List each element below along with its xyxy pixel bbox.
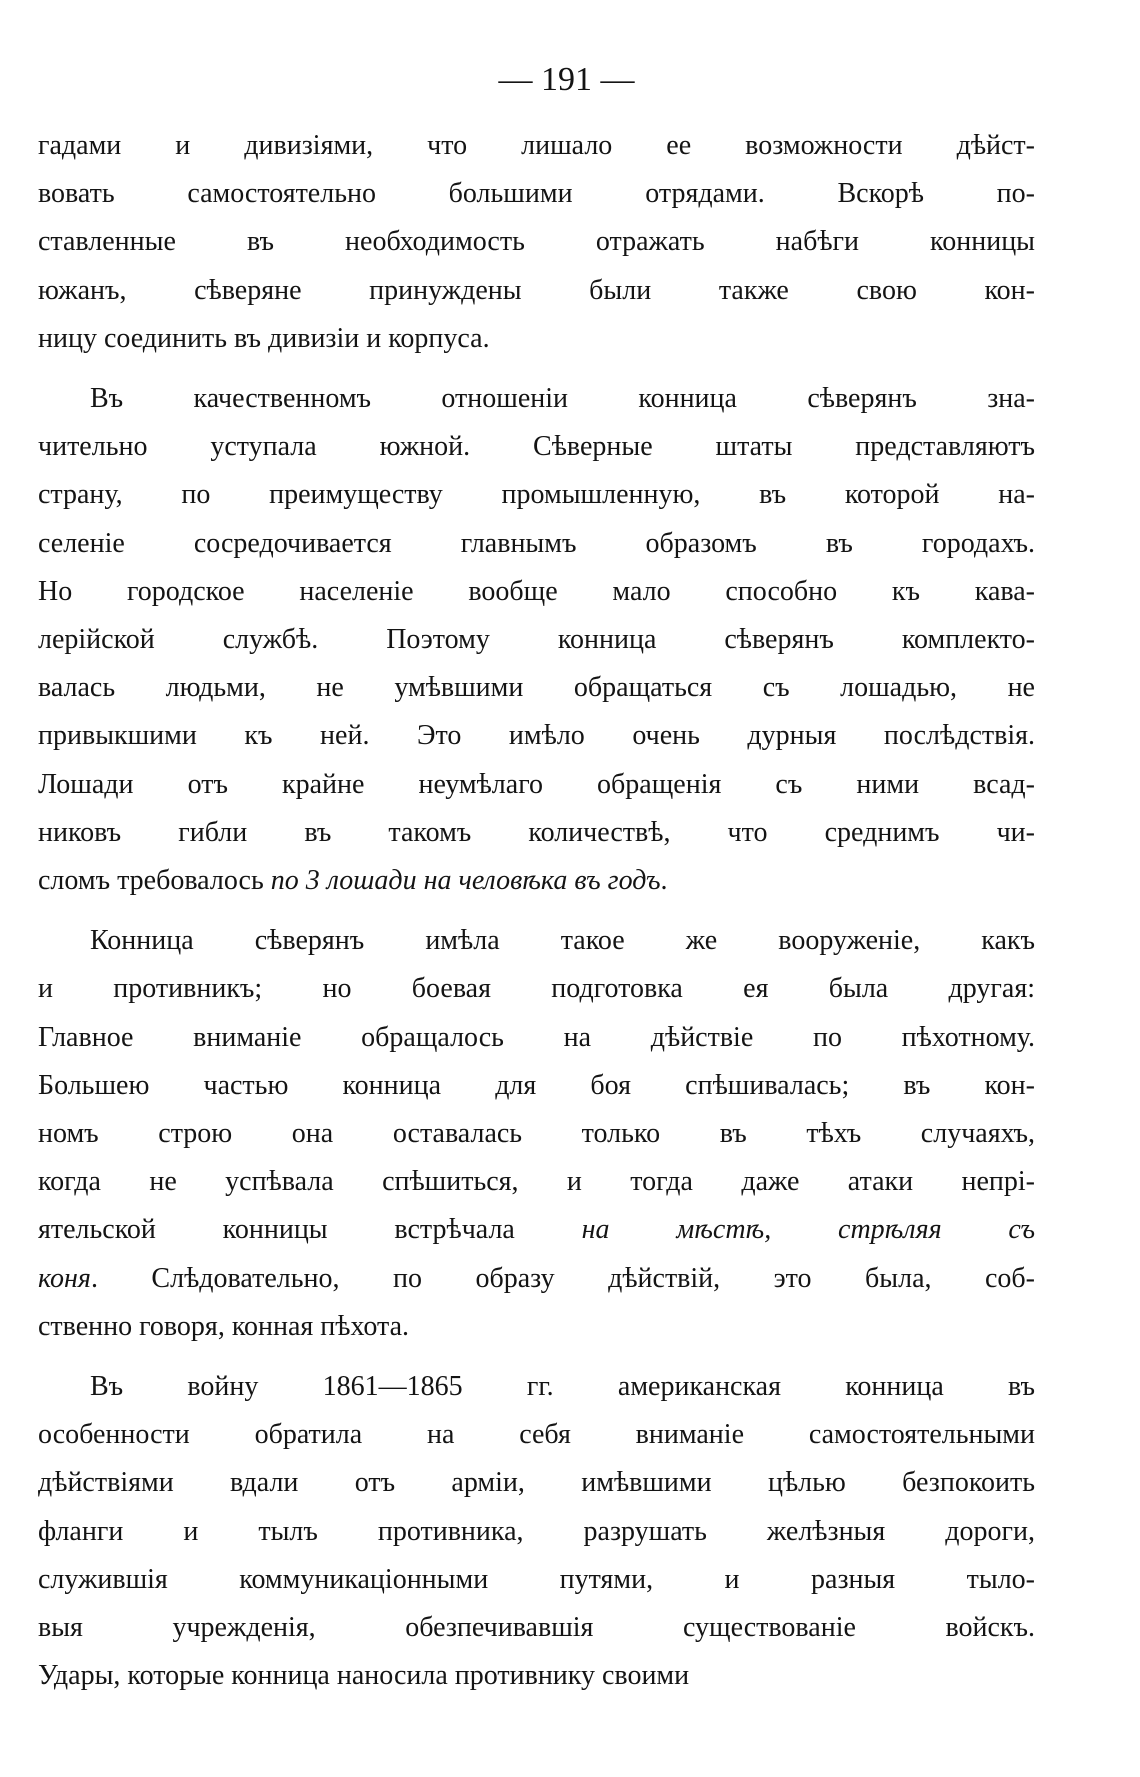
paragraph [38, 122, 1035, 363]
text-segment: Удары, которые конница наносила противнику своими [38, 1660, 690, 1692]
text-segment: Въ войну 1861—1865 гг. американская конница въ [90, 1371, 1035, 1403]
text-segment: . [660, 865, 668, 897]
text-line [38, 568, 1035, 616]
text-segment: Но городское населеніе вообще мало способно къ кава- [38, 575, 1035, 607]
text-segment: фланги и тылъ противника, разрушать желѣзныя дороги, [38, 1515, 1035, 1547]
text-segment: южанъ, сѣверяне принуждены были также свою кон- [38, 274, 1035, 306]
text-segment: Конница сѣверянъ имѣла такое же вооруженіе, какъ [90, 925, 1035, 957]
paragraph [38, 1363, 1035, 1700]
text-line [38, 1459, 1035, 1507]
text-segment: Большею частью конница для боя спѣшивалась; въ кон- [38, 1069, 1035, 1101]
text-segment: страну, по преимуществу промышленную, въ которой на- [38, 479, 1035, 511]
text-segment: выя учрежденія, обезпечивавшія существованіе войскъ. [38, 1612, 1035, 1644]
text-segment: привыкшими къ ней. Это имѣло очень дурныя послѣдствія. [38, 720, 1035, 752]
text-segment: дѣйствіями вдали отъ арміи, имѣвшими цѣлью безпокоить [38, 1467, 1035, 1499]
text-line [38, 1062, 1035, 1110]
text-segment: ставленные въ необходимость отражать набѣги конницы [38, 226, 1035, 258]
text-segment: Въ качественномъ отношеніи конница сѣверянъ зна- [90, 383, 1035, 415]
text-line [38, 809, 1035, 857]
text-line [38, 1604, 1035, 1652]
text-line [38, 1206, 1035, 1254]
text-segment: и противникъ; но боевая подготовка ея была другая: [38, 973, 1035, 1005]
text-segment: ятельской конницы встрѣчала [38, 1214, 582, 1246]
text-segment: . Слѣдовательно, по образу дѣйствій, это была, соб- [90, 1262, 1035, 1294]
text-line [38, 1411, 1035, 1459]
text-segment: валась людьми, не умѣвшими обращаться съ лошадью, не [38, 672, 1035, 704]
text-segment: чительно уступала южной. Сѣверные штаты представляютъ [38, 431, 1035, 463]
text-segment: лерійской службѣ. Поэтому конница сѣверянъ комплекто- [38, 624, 1035, 656]
text-line [38, 664, 1035, 712]
text-segment: вовать самостоятельно большими отрядами. Вскорѣ по- [38, 178, 1035, 210]
text-segment: сломъ требовалось [38, 865, 271, 897]
text-line [38, 917, 1035, 965]
text-line [38, 1255, 1035, 1303]
italic-text: коня [38, 1262, 91, 1294]
text-line [38, 315, 1035, 363]
text-segment: Главное вниманіе обращалось на дѣйствіе по пѣхотному. [38, 1021, 1035, 1053]
text-segment: служившія коммуникаціонными путями, и разныя тыло- [38, 1563, 1035, 1595]
text-line [38, 616, 1035, 664]
text-line [38, 1508, 1035, 1556]
text-line [38, 375, 1035, 423]
text-line [38, 1158, 1035, 1206]
text-line [38, 170, 1035, 218]
text-line [38, 520, 1035, 568]
text-line [38, 122, 1035, 170]
paragraph [38, 375, 1035, 905]
text-line [38, 1014, 1035, 1062]
text-line [38, 761, 1035, 809]
page-number: — 191 — [498, 61, 635, 98]
text-line [38, 218, 1035, 266]
text-segment: ственно говоря, конная пѣхота. [38, 1310, 410, 1342]
text-line [38, 1363, 1035, 1411]
text-line [38, 423, 1035, 471]
text-line [38, 1110, 1035, 1158]
text-segment: номъ строю она оставалась только въ тѣхъ случаяхъ, [38, 1118, 1035, 1150]
text-line [38, 965, 1035, 1013]
text-line [38, 1303, 1035, 1351]
text-line [38, 267, 1035, 315]
text-line [38, 712, 1035, 760]
text-segment: когда не успѣвала спѣшиться, и тогда даже атаки непрі- [38, 1166, 1035, 1198]
text-segment: ницу соединить въ дивизіи и корпуса. [38, 322, 490, 354]
text-line [38, 471, 1035, 519]
text-segment: гадами и дивизіями, что лишало ее возможности дѣйст- [38, 130, 1035, 161]
text-segment: селеніе сосредочивается главнымъ образомъ въ городахъ. [38, 527, 1035, 559]
text-segment: никовъ гибли въ такомъ количествѣ, что среднимъ чи- [38, 816, 1035, 848]
text-segment: Лошади отъ крайне неумѣлаго обращенія съ ними всад- [38, 768, 1035, 800]
italic-text: на мѣстѣ, стрѣляя съ [581, 1214, 1035, 1246]
text-segment: особенности обратила на себя вниманіе самостоятельными [38, 1419, 1035, 1451]
text-line [38, 857, 1035, 905]
text-line [38, 1556, 1035, 1604]
body-text [38, 122, 1035, 1701]
text-line [38, 1652, 1035, 1700]
paragraph [38, 917, 1035, 1351]
italic-text: по 3 лошади на человѣка въ годъ [270, 865, 661, 897]
